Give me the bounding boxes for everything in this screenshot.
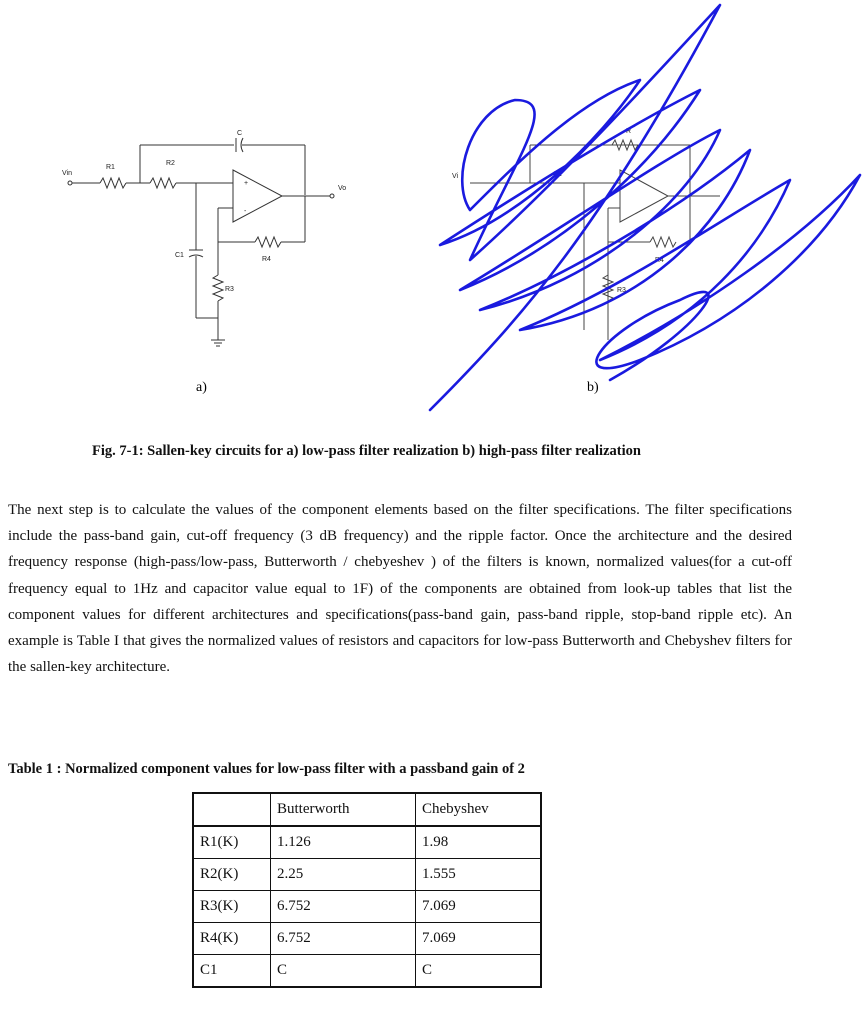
row-label: R1(K) xyxy=(193,826,271,859)
body-paragraph: The next step is to calculate the values of the component elements based on the filter specifications. The filter specifications include the pass-band gain, cut-off frequency (3 dB frequency) and the ripple factor. Once the architecture and the desired frequency response (high-pass/low-pass, Butterworth / chebyeshev ) of the filters is known, normalized values(for a cut-off frequency equal to 1Hz and capacitor value equal to 1F) of the components are obtained from look-up tables that list the component values for different architectures and specifications(pass-band gain, pass-band ripple, stop-band ripple etc). An example is Table I that gives the normalized values of resistors and capacitors for low-pass Butterworth and Chebyshev filters for the sallen-key architecture. xyxy=(8,502,792,676)
table-title: Table 1 : Normalized component values for low-pass filter with a passband gain of 2 xyxy=(8,761,525,777)
label-r1: R1 xyxy=(106,164,115,171)
table-cell: 1.126 xyxy=(271,826,416,859)
figure-caption: Fig. 7-1: Sallen-key circuits for a) low-pass filter realization b) high-pass filter realization xyxy=(92,443,641,459)
label-vin: Vin xyxy=(62,170,72,177)
header-cell xyxy=(193,793,271,826)
label-c1: C1 xyxy=(175,252,184,259)
table-cell: 6.752 xyxy=(271,923,416,955)
table-row xyxy=(193,891,541,923)
table-cell: 1.98 xyxy=(416,826,542,859)
row-label: R4(K) xyxy=(193,923,271,955)
vin-terminal xyxy=(68,181,72,185)
table-cell: 2.25 xyxy=(271,859,416,891)
label-b-r: R xyxy=(626,128,632,135)
label-b-r3: R3 xyxy=(617,287,626,294)
label-r2: R2 xyxy=(166,160,175,167)
resistor-r1 xyxy=(100,178,126,188)
resistor-r3 xyxy=(213,275,223,301)
label-r3: R3 xyxy=(225,286,234,293)
resistor-r4 xyxy=(255,237,281,247)
sublabel-a: a) xyxy=(196,380,207,395)
header-cell: Butterworth xyxy=(271,793,416,826)
table-row xyxy=(193,923,541,955)
component-values-table xyxy=(192,792,542,988)
label-b-c1: C1 xyxy=(553,171,562,178)
table-row xyxy=(193,859,541,891)
table-row xyxy=(193,826,541,859)
table-cell: 7.069 xyxy=(416,923,542,955)
row-label: R3(K) xyxy=(193,891,271,923)
circuit-b-highpass xyxy=(470,140,720,340)
sallen-key-figure xyxy=(0,0,863,420)
resistor-r2 xyxy=(150,178,176,188)
table-cell: 1.555 xyxy=(416,859,542,891)
table-cell: 6.752 xyxy=(271,891,416,923)
svg-text:-: - xyxy=(244,208,247,215)
figure-7-1 xyxy=(0,0,863,420)
table-cell: 7.069 xyxy=(416,891,542,923)
svg-text:+: + xyxy=(244,180,249,187)
label-b-r4: R4 xyxy=(655,257,664,264)
row-label: R2(K) xyxy=(193,859,271,891)
row-label: C1 xyxy=(193,955,271,988)
vo-terminal xyxy=(330,194,334,198)
label-r4: R4 xyxy=(262,256,271,263)
table-header-row xyxy=(193,793,541,826)
table-cell: C xyxy=(271,955,416,988)
label-vo: Vo xyxy=(338,185,347,192)
label-c: C xyxy=(237,130,243,137)
label-b-vin: Vi xyxy=(452,173,459,180)
table-cell: C xyxy=(416,955,542,988)
sublabel-b: b) xyxy=(587,380,599,395)
opamp-a xyxy=(233,170,282,222)
pen-scribble xyxy=(430,5,860,410)
table-row xyxy=(193,955,541,988)
header-cell: Chebyshev xyxy=(416,793,542,826)
